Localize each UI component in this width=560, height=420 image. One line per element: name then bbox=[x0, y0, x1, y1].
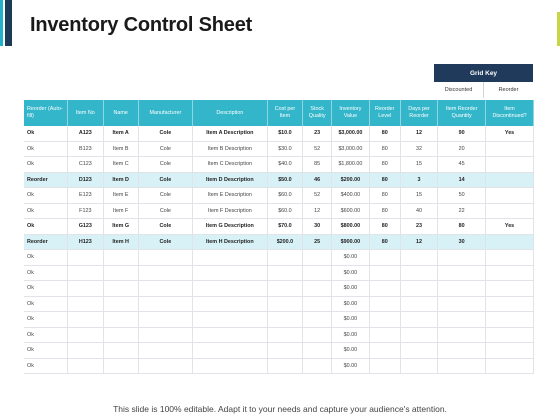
table-cell bbox=[267, 312, 302, 328]
table-cell bbox=[68, 343, 103, 359]
column-header: Stock Quality bbox=[303, 100, 332, 126]
table-cell: Cole bbox=[138, 203, 192, 219]
table-cell: G123 bbox=[68, 219, 103, 235]
table-cell bbox=[138, 296, 192, 312]
table-row bbox=[24, 312, 534, 328]
table-cell: 80 bbox=[369, 172, 400, 188]
table-cell: C123 bbox=[68, 157, 103, 173]
table-row bbox=[24, 219, 534, 235]
table-cell bbox=[103, 281, 138, 297]
table-cell bbox=[267, 281, 302, 297]
table-cell: B123 bbox=[68, 141, 103, 157]
table-cell: 15 bbox=[400, 188, 437, 204]
inventory-table bbox=[24, 100, 534, 374]
table-cell bbox=[438, 312, 486, 328]
footer-note: This slide is 100% editable. Adapt it to your needs and capture your audience's attention. bbox=[113, 404, 447, 414]
table-cell bbox=[103, 250, 138, 266]
table-cell bbox=[103, 265, 138, 281]
table-cell bbox=[438, 250, 486, 266]
table-cell: $0.00 bbox=[332, 312, 369, 328]
table-cell bbox=[486, 265, 534, 281]
table-cell bbox=[486, 296, 534, 312]
column-header: Cost per Item bbox=[267, 100, 302, 126]
table-cell: Cole bbox=[138, 157, 192, 173]
table-row bbox=[24, 172, 534, 188]
table-cell: 90 bbox=[438, 126, 486, 141]
column-header: Reorder (Auto-fill) bbox=[24, 100, 68, 126]
table-cell bbox=[438, 343, 486, 359]
table-cell bbox=[369, 358, 400, 374]
table-cell: $40.0 bbox=[267, 157, 302, 173]
table-cell: 85 bbox=[303, 157, 332, 173]
table-cell: 46 bbox=[303, 172, 332, 188]
table-cell bbox=[486, 141, 534, 157]
table-cell: Item D Description bbox=[192, 172, 267, 188]
table-cell: 23 bbox=[303, 126, 332, 141]
table-cell bbox=[68, 281, 103, 297]
table-cell: Yes bbox=[486, 126, 534, 141]
column-header: Days per Reorder bbox=[400, 100, 437, 126]
table-cell bbox=[400, 281, 437, 297]
table-row bbox=[24, 141, 534, 157]
table-cell: $50.0 bbox=[267, 172, 302, 188]
table-body bbox=[24, 126, 534, 374]
table-row bbox=[24, 358, 534, 374]
table-cell: Item D bbox=[103, 172, 138, 188]
table-row bbox=[24, 327, 534, 343]
table-cell: $400.00 bbox=[332, 188, 369, 204]
table-cell: 12 bbox=[303, 203, 332, 219]
table-cell bbox=[192, 312, 267, 328]
table-cell: $0.00 bbox=[332, 358, 369, 374]
table-cell bbox=[486, 250, 534, 266]
table-cell: $200.00 bbox=[332, 172, 369, 188]
table-cell: Item H Description bbox=[192, 234, 267, 250]
table-cell: $60.0 bbox=[267, 203, 302, 219]
table-cell bbox=[486, 281, 534, 297]
table-cell bbox=[68, 296, 103, 312]
table-cell: Ok bbox=[24, 126, 68, 141]
column-header: Description bbox=[192, 100, 267, 126]
table-cell: 52 bbox=[303, 141, 332, 157]
table-cell bbox=[486, 188, 534, 204]
table-cell bbox=[68, 358, 103, 374]
table-cell bbox=[438, 265, 486, 281]
table-cell: $600.00 bbox=[332, 203, 369, 219]
table-cell bbox=[68, 250, 103, 266]
table-cell: Cole bbox=[138, 234, 192, 250]
table-cell bbox=[369, 281, 400, 297]
table-cell bbox=[103, 343, 138, 359]
table-cell bbox=[486, 327, 534, 343]
table-cell bbox=[303, 265, 332, 281]
table-cell: 25 bbox=[303, 234, 332, 250]
table-row bbox=[24, 188, 534, 204]
table-cell bbox=[486, 203, 534, 219]
column-header: Item Reorder Quantity bbox=[438, 100, 486, 126]
table-cell: Item F Description bbox=[192, 203, 267, 219]
table-cell: Ok bbox=[24, 281, 68, 297]
table-cell: 20 bbox=[438, 141, 486, 157]
table-cell bbox=[438, 296, 486, 312]
table-cell bbox=[68, 265, 103, 281]
table-row bbox=[24, 343, 534, 359]
table-cell bbox=[267, 327, 302, 343]
table-row bbox=[24, 234, 534, 250]
table-cell: $0.00 bbox=[332, 281, 369, 297]
table-cell: $0.00 bbox=[332, 327, 369, 343]
table-cell bbox=[369, 265, 400, 281]
table-cell: Item A bbox=[103, 126, 138, 141]
table-cell: Ok bbox=[24, 265, 68, 281]
table-cell: $900.00 bbox=[332, 234, 369, 250]
page-title: Inventory Control Sheet bbox=[30, 14, 253, 36]
table-cell: H123 bbox=[68, 234, 103, 250]
table-row bbox=[24, 157, 534, 173]
table-cell: 30 bbox=[438, 234, 486, 250]
table-cell bbox=[369, 296, 400, 312]
table-cell bbox=[103, 327, 138, 343]
table-cell: 32 bbox=[400, 141, 437, 157]
table-cell: $10.0 bbox=[267, 126, 302, 141]
table-cell bbox=[192, 327, 267, 343]
table-cell bbox=[400, 312, 437, 328]
table-cell bbox=[68, 327, 103, 343]
table-cell bbox=[267, 343, 302, 359]
table-cell: 12 bbox=[400, 234, 437, 250]
table-cell bbox=[138, 281, 192, 297]
table-header-row bbox=[24, 100, 534, 126]
table-cell bbox=[438, 358, 486, 374]
table-cell bbox=[103, 296, 138, 312]
table-cell: 14 bbox=[438, 172, 486, 188]
table-cell: 80 bbox=[369, 219, 400, 235]
table-cell: Ok bbox=[24, 327, 68, 343]
table-cell: 80 bbox=[369, 141, 400, 157]
table-cell: Reorder bbox=[24, 234, 68, 250]
table-row bbox=[24, 203, 534, 219]
table-cell: $3,000.00 bbox=[332, 126, 369, 141]
table-cell: 30 bbox=[303, 219, 332, 235]
table-cell bbox=[303, 327, 332, 343]
table-cell: Item G bbox=[103, 219, 138, 235]
table-cell: D123 bbox=[68, 172, 103, 188]
table-cell: Item F bbox=[103, 203, 138, 219]
grid-key-title: Grid Key bbox=[434, 64, 533, 82]
table-cell: Yes bbox=[486, 219, 534, 235]
column-header: Manufacturer bbox=[138, 100, 192, 126]
column-header: Item Discontinued? bbox=[486, 100, 534, 126]
table-cell bbox=[192, 358, 267, 374]
table-cell bbox=[267, 265, 302, 281]
table-cell: A123 bbox=[68, 126, 103, 141]
grid-key bbox=[434, 64, 533, 98]
table-cell: 80 bbox=[369, 126, 400, 141]
table-cell: Ok bbox=[24, 296, 68, 312]
table-cell bbox=[400, 250, 437, 266]
table-cell: Cole bbox=[138, 188, 192, 204]
table-cell bbox=[486, 343, 534, 359]
table-cell bbox=[369, 312, 400, 328]
table-cell bbox=[486, 157, 534, 173]
table-row bbox=[24, 250, 534, 266]
table-cell: Cole bbox=[138, 219, 192, 235]
table-cell: Ok bbox=[24, 343, 68, 359]
table-cell bbox=[486, 358, 534, 374]
column-header: Item No bbox=[68, 100, 103, 126]
table-cell bbox=[267, 250, 302, 266]
table-cell: Cole bbox=[138, 141, 192, 157]
table-cell bbox=[138, 265, 192, 281]
table-cell: 15 bbox=[400, 157, 437, 173]
table-cell: 45 bbox=[438, 157, 486, 173]
table-cell bbox=[369, 250, 400, 266]
table-cell: Item A Description bbox=[192, 126, 267, 141]
table-cell: $0.00 bbox=[332, 296, 369, 312]
table-row bbox=[24, 265, 534, 281]
table-cell bbox=[192, 343, 267, 359]
column-header: Inventory Value bbox=[332, 100, 369, 126]
table-cell: 22 bbox=[438, 203, 486, 219]
table-cell bbox=[369, 327, 400, 343]
table-cell bbox=[267, 358, 302, 374]
table-cell: Ok bbox=[24, 203, 68, 219]
table-cell: 80 bbox=[369, 157, 400, 173]
table-cell bbox=[303, 343, 332, 359]
table-cell bbox=[68, 312, 103, 328]
table-cell bbox=[192, 265, 267, 281]
table-cell bbox=[103, 358, 138, 374]
left-accent-bar-navy bbox=[5, 0, 12, 46]
table-cell: 12 bbox=[400, 126, 437, 141]
table-cell: Ok bbox=[24, 141, 68, 157]
column-header: Name bbox=[103, 100, 138, 126]
table-cell: 80 bbox=[438, 219, 486, 235]
table-cell: $0.00 bbox=[332, 265, 369, 281]
table-cell bbox=[438, 327, 486, 343]
table-cell: $0.00 bbox=[332, 250, 369, 266]
table-cell: Ok bbox=[24, 250, 68, 266]
table-cell: $200.0 bbox=[267, 234, 302, 250]
table-cell bbox=[400, 343, 437, 359]
table-cell: Item B bbox=[103, 141, 138, 157]
table-cell: Item C bbox=[103, 157, 138, 173]
table-cell bbox=[192, 281, 267, 297]
table-cell bbox=[192, 296, 267, 312]
table-cell: Ok bbox=[24, 358, 68, 374]
table-cell: 52 bbox=[303, 188, 332, 204]
table-cell: $60.0 bbox=[267, 188, 302, 204]
table-cell: Item B Description bbox=[192, 141, 267, 157]
table-cell: Ok bbox=[24, 312, 68, 328]
table-cell: $30.0 bbox=[267, 141, 302, 157]
left-accent-bar-teal bbox=[0, 0, 3, 46]
table-cell: Item C Description bbox=[192, 157, 267, 173]
table-cell bbox=[138, 343, 192, 359]
table-cell bbox=[138, 312, 192, 328]
grid-key-items bbox=[434, 82, 533, 98]
table-cell bbox=[267, 296, 302, 312]
table-cell bbox=[486, 312, 534, 328]
table-cell: 80 bbox=[369, 203, 400, 219]
table-cell: Item E Description bbox=[192, 188, 267, 204]
table-cell: 80 bbox=[369, 188, 400, 204]
grid-key-reorder: Reorder bbox=[483, 82, 533, 98]
grid-key-discounted: Discounted bbox=[444, 87, 473, 93]
table-cell: $1,800.00 bbox=[332, 157, 369, 173]
table-cell bbox=[303, 358, 332, 374]
table-cell bbox=[400, 296, 437, 312]
table-cell: Ok bbox=[24, 188, 68, 204]
table-cell: 40 bbox=[400, 203, 437, 219]
table-cell: 3 bbox=[400, 172, 437, 188]
table-row bbox=[24, 296, 534, 312]
table-cell bbox=[192, 250, 267, 266]
table-cell bbox=[303, 281, 332, 297]
table-cell: Cole bbox=[138, 172, 192, 188]
table-cell bbox=[400, 265, 437, 281]
table-cell: $70.0 bbox=[267, 219, 302, 235]
table-cell: $0.00 bbox=[332, 343, 369, 359]
table-cell: $3,000.00 bbox=[332, 141, 369, 157]
table-row bbox=[24, 126, 534, 141]
table-cell bbox=[303, 250, 332, 266]
table-cell bbox=[303, 312, 332, 328]
table-cell bbox=[303, 296, 332, 312]
table-cell bbox=[486, 234, 534, 250]
table-cell: Item H bbox=[103, 234, 138, 250]
table-cell bbox=[369, 343, 400, 359]
table-cell: Item E bbox=[103, 188, 138, 204]
table-cell: 80 bbox=[369, 234, 400, 250]
table-cell: Cole bbox=[138, 126, 192, 141]
table-row bbox=[24, 281, 534, 297]
table-cell bbox=[103, 312, 138, 328]
table-cell: F123 bbox=[68, 203, 103, 219]
table-cell: 23 bbox=[400, 219, 437, 235]
table-cell bbox=[400, 327, 437, 343]
table-cell: Item G Description bbox=[192, 219, 267, 235]
table-cell bbox=[138, 358, 192, 374]
column-header: Reorder Level bbox=[369, 100, 400, 126]
table-cell bbox=[138, 327, 192, 343]
table-cell: Ok bbox=[24, 219, 68, 235]
table-cell bbox=[400, 358, 437, 374]
table-cell bbox=[486, 172, 534, 188]
table-cell: 50 bbox=[438, 188, 486, 204]
table-cell bbox=[438, 281, 486, 297]
table-cell: Reorder bbox=[24, 172, 68, 188]
table-cell: $800.00 bbox=[332, 219, 369, 235]
table-cell bbox=[138, 250, 192, 266]
table-cell: Ok bbox=[24, 157, 68, 173]
table-cell: E123 bbox=[68, 188, 103, 204]
